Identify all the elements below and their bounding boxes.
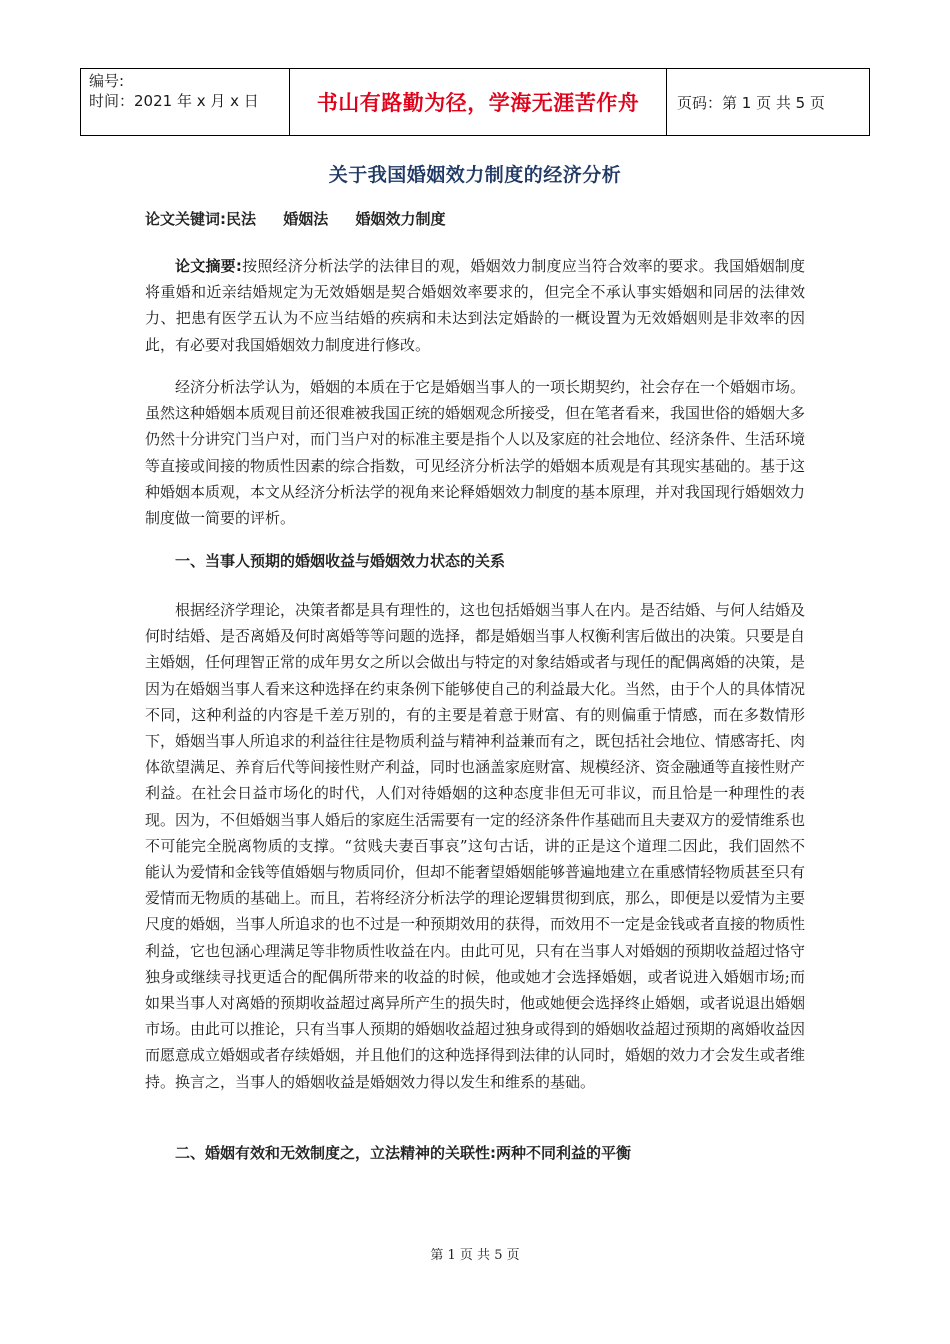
doc-date-label: 时间：2021 年 x 月 x 日 xyxy=(89,92,259,110)
keywords-line xyxy=(145,208,468,229)
header-page-label: 页码：第 1 页 共 5 页 xyxy=(667,69,870,136)
intro-paragraph: 经济分析法学认为，婚姻的本质在于它是婚姻当事人的一项长期契约，社会存在一个婚姻市场。虽然这种婚姻本质观目前还很难被我国正统的婚姻观念所接受，但在笔者看来，我国世俗的婚姻大多仍然十分讲究门当户对，而门当户对的标准主要是指个人以及家庭的社会地位、经济条件、生活环境等直接或间接的物质性因素的综合指数，可见经济分析法学的婚姻本质观是有其现实基础的。基于这种婚姻本质观，本文从经济分析法学的视角来论释婚姻效力制度的基本原理，并对我国现行婚姻效力制度做一简要的评析。 xyxy=(145,378,806,528)
section1-heading: 一、当事人预期的婚姻收益与婚姻效力状态的关系 xyxy=(175,552,506,570)
section1-paragraph: 根据经济学理论，决策者都是具有理性的，这也包括婚姻当事人在内。是否结婚、与何人结婚及何时结婚、是否离婚及何时离婚等等问题的选择，都是婚姻当事人权衡利害后做出的决策。只要是自主婚姻，任何理智正常的成年男女之所以会做出与特定的对象结婚或者与现任的配偶离婚的决策，是因为在婚姻当事人看来这种选择在约束条例下能够使自己的利益最大化。当然，由于个人的具体情况不同，这种利益的内容是千差万别的，有的主要是着意于财富、有的则偏重于情感，而在多数情形下，婚姻当事人所追求的利益往往是物质利益与精神利益兼而有之，既包括社会地位、情感寄托、肉体欲望满足、养育后代等间接性财产利益，同时也涵盖家庭财富、规模经济、资金融通等直接性财产利益。在社会日益市场化的时代，人们对待婚姻的这种态度非但无可非议，而且恰是一种理性的表现。因为，不但婚姻当事人婚后的家庭生活需要有一定的经济条件作基础而且夫妻双方的爱情维系也不可能完全脱离物质的支撑。“贫贱夫妻百事哀”这句古话，讲的正是这个道理二因此，我们固然不能认为爱情和金钱等值婚姻与物质同价，但却不能奢望婚姻能够普遍地建立在重感情轻物质甚至只有爱情而无物质的基础上。而且，若将经济分析法学的理论逻辑贯彻到底，那么，即便是以爱情为主要尺度的婚姻，当事人所追求的也不过是一种预期效用的获得，而效用不一定是金钱或者直接的物质性利益，它也包涵心理满足等非物质性收益在内。由此可见，只有在当事人对婚姻的预期收益超过恪守独身或继续寻找更适合的配偶所带来的收益的时候，他或她才会选择婚姻，或者说进入婚姻市场;而如果当事人对离婚的预期收益超过离异所产生的损失时，他或她便会选择终止婚姻，或者说退出婚姻市场。由此可以推论，只有当事人预期的婚姻收益超过独身或得到的婚姻收益超过预期的离婚收益因而愿意成立婚姻或者存续婚姻，并且他们的这种选择得到法律的认同时，婚姻的效力才会发生或者维持。换言之，当事人的婚姻收益是婚姻效力得以发生和维系的基础。 xyxy=(145,601,806,1091)
page-footer: 第 1 页 共 5 页 xyxy=(430,1248,520,1263)
abstract-paragraph xyxy=(145,253,805,358)
section2-heading: 二、婚姻有效和无效制度之，立法精神的关联性:两种不同利益的平衡 xyxy=(175,1144,632,1162)
page-title: 关于我国婚姻效力制度的经济分析 xyxy=(328,164,622,186)
keyword-3: 婚姻效力制度 xyxy=(355,210,446,228)
doc-number-label: 编号: xyxy=(89,72,125,90)
header-motto: 书山有路勤为径，学海无涯苦作舟 xyxy=(290,69,667,136)
header-table xyxy=(80,68,870,136)
abstract-text: 按照经济分析法学的法律目的观，婚姻效力制度应当符合效率的要求。我国婚姻制度将重婚和近亲结婚规定为无效婚姻是契合婚姻效率要求的，但完全不承认事实婚姻和同居的法律效力、把患有医学五认为不应当结婚的疾病和未达到法定婚龄的一概设置为无效婚姻则是非效率的因此，有必要对我国婚姻效力制度进行修改。 xyxy=(145,257,806,354)
keywords-label: 论文关键词:民法 xyxy=(145,210,256,228)
keyword-2: 婚姻法 xyxy=(283,210,329,228)
header-meta-cell xyxy=(81,69,290,136)
abstract-label: 论文摘要: xyxy=(175,257,242,275)
